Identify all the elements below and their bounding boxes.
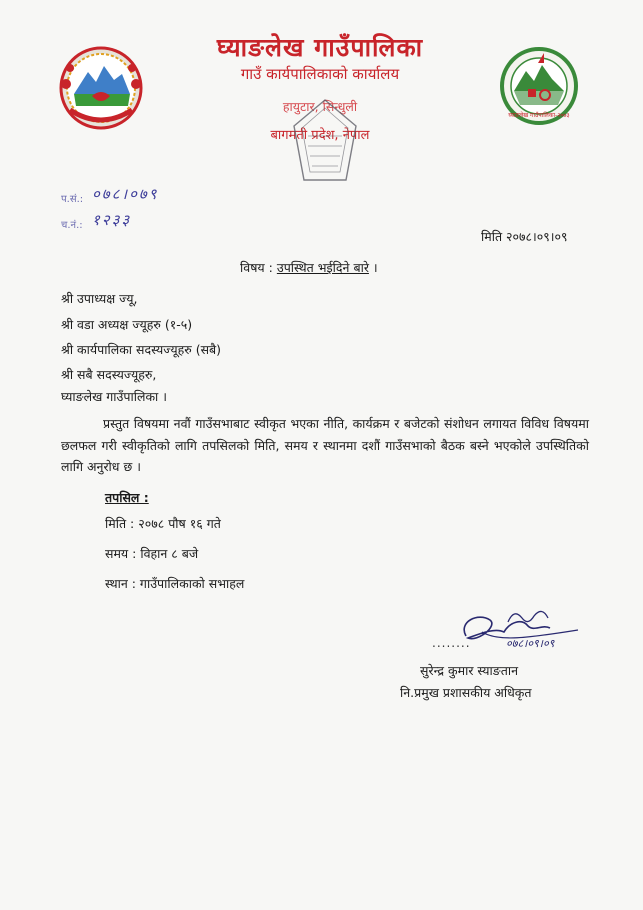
recipient-line: श्री वडा अध्यक्ष ज्यूहरु (१-५) [61,317,193,332]
chalani-number-label: च.नं.: [61,220,83,231]
signatory-name: सुरेन्द्र कुमार स्याङतान [420,663,519,678]
meeting-date: मिति : २०७८ पौष १६ गते [105,516,221,531]
details-heading: तपसिल : [105,490,149,505]
subject-text: उपस्थित भईदिने बारे [276,260,369,275]
signature-handwritten-date: ०७८।०९।०९ [506,637,555,650]
meeting-time: समय : विहान ८ बजे [105,546,199,561]
municipality-logo-caption: घ्याङलेख गाउँपालिका-२०७३ [508,112,570,119]
address-line-1: हायुटार, सिन्धुली [282,99,358,114]
body-text: प्रस्तुत विषयमा नवौं गाउँसभाबाट स्वीकृत भएका नीति, कार्यक्रम र बजेटको संशोधन लगायत विविध विषयमा छलफल गरी स्वीकृतिको लागि तपसिलको मिति, समय र स्थानमा दशौं गाउँसभाको बैठक बस्ने भएकोले उपस्थितिको लागि अनुरोध छ । [61,416,589,474]
office-stamp-icon [290,96,360,184]
subject-label: विषय : [240,260,273,275]
letter-date: मिति २०७८।०९।०९ [481,229,568,244]
nepal-emblem-icon [56,44,146,132]
municipality-title: घ्याङलेख गाउँपालिका [216,33,424,62]
handwritten-signature-icon [438,602,588,666]
recipient-line: घ्याङलेख गाउँपालिका । [61,389,167,404]
patra-sankhya-value: ०७८।०७९ [92,185,159,203]
subject-end: । [372,260,378,275]
signatory-title: नि.प्रमुख प्रशासकीय अधिकृत [400,685,532,700]
recipient-line: श्री कार्यपालिका सदस्यज्यूहरु (सबै) [61,342,222,357]
address-line-2: बागमती प्रदेश, नेपाल [270,128,370,143]
subject-line [240,259,378,276]
recipient-line: श्री उपाध्यक्ष ज्यू, [61,291,138,306]
office-subtitle: गाउँ कार्यपालिकाको कार्यालय [240,65,400,83]
patra-sankhya-label: प.सं.: [61,194,84,205]
meeting-place: स्थान : गाउँपालिकाको सभाहल [105,576,245,591]
body-paragraph [61,413,589,478]
signature-dots: ........ [432,636,471,650]
recipient-line: श्री सबै सदस्यज्यूहरु, [61,367,157,382]
chalani-number-value: १२३३ [92,211,132,229]
